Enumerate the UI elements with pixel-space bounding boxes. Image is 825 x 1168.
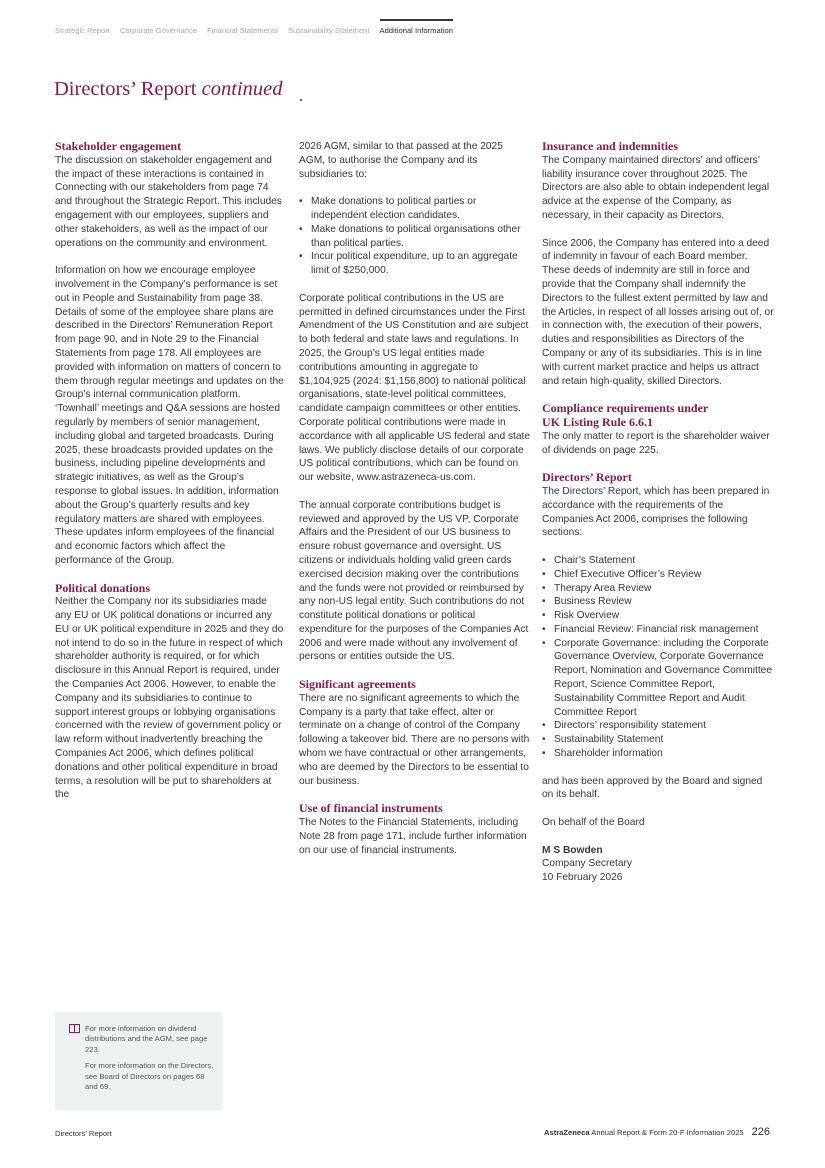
dividend-info-link[interactable]: For more information on dividend distributions and the AGM, see page 223.	[85, 1024, 208, 1054]
political-authority-list	[299, 195, 531, 278]
list-item: • Incur political expenditure, up to an aggregate limit of $250,000.	[299, 250, 531, 278]
list-item: • Shareholder information	[542, 747, 774, 761]
significant-agreements-paragraph: There are no significant agreements to which the Company is a party that take effect, alter or terminate on a change of control of the Company following a takeover bid. There are no persons with whom we have contractual or other arrangements, who are deemed by the Directors to be essential to our business.	[299, 692, 530, 787]
us-contributions-paragraph: Corporate political contributions in the US are permitted in defined circumstances under the First Amendment of the US Constitution and are subject to both federal and state laws and regulations. In 2025, the Group’s US legal entities made contributions amounting in aggregate to $1,104,925 (2024: $1,156,800) to national political organisations, state-level political committees, candidate campaign committees or other entities. Corporate political contributions were made in accordance with all applicable US federal and state laws. We publicly disclose details of our corporate US political contributions, which can be found on our website, www.astrazeneca-us.com.	[299, 292, 531, 484]
stakeholder-engagement-paragraph-2: Information on how we encourage employee involvement in the Company’s performance is set out in People and Sustainability from page 38. Details of some of the employee share plans are described in the Directors’ Remuneration Report from page 90, and in Note 29 to the Financial Statements from page 178. All employees are provided with information on matters of concern to them through regular meetings and updates on the Group’s internal communication platform. ‘Townhall’ meetings and Q&A sessions are hosted regularly by members of senior management, including global and targeted broadcasts. During 2025, these broadcasts provided updates on the business, including pipeline developments and strategic initiatives, as well as the Group’s response to global issues. In addition, information about the Group’s quarterly results and key regulatory matters are shared with employees. These updates inform employees of the financial and economic factors which affect the performance of the Group.	[55, 265, 284, 566]
directors-report-heading: Directors’ Report	[542, 470, 632, 485]
list-item: • Sustainability Statement	[542, 733, 774, 747]
list-item: • Directors’ responsibility statement	[542, 719, 774, 733]
page-number: 226	[751, 1126, 770, 1138]
agm-resolution-paragraph: 2026 AGM, similar to that passed at the 2025 AGM, to authorise the Company and its subsidiaries to:	[299, 141, 503, 180]
compliance-heading-line-1: Compliance requirements under	[542, 401, 709, 416]
signature-block	[542, 844, 774, 885]
list-item: • Business Review	[542, 595, 774, 609]
insurance-paragraph-1: The Company maintained directors’ and officers’ liability insurance cover throughout 2025. The Directors are also able to obtain independent legal advice at the expense of the Company, as necessary, in their capacity as Directors.	[542, 154, 770, 221]
more-information-box	[55, 1012, 222, 1110]
political-donations-paragraph: Neither the Company nor its subsidiaries made any EU or UK political donations or incurred any EU or UK political expenditure in 2025 and they do not intend to do so in the future in respect of which shareholder authority is required, or for which disclosure in this Annual Report is required, under the Companies Act 2006. However, to enable the Company and its subsidiaries to continue to support interest groups or lobbying organisations concerned with the review of government policy or law reform without inadvertently breaching the Companies Act 2006, which defines political donations and other political expenditure in broad terms, a resolution will be put to shareholders at the	[55, 596, 284, 801]
page-title-continued: continued	[201, 78, 283, 100]
directors-report-paragraph: The Directors’ Report, which has been prepared in accordance with the requirements of the Companies Act 2006, comprises the following sections:	[542, 485, 770, 539]
list-item: • Corporate Governance: including the Corporate Governance Overview, Corporate Governance Report, Nomination and Governance Committee Report, Science Committee Report, Sustainability Committee Report and Audit Committee Report	[542, 637, 774, 720]
on-behalf-paragraph: On behalf of the Board	[542, 817, 645, 829]
financial-instruments-paragraph: The Notes to the Financial Statements, including Note 28 from page 171, include further information on our use of financial instruments.	[299, 817, 527, 856]
nav-item-sustainability-statement[interactable]: Sustainability Statement	[288, 26, 370, 35]
column-3	[542, 140, 774, 885]
signatory-title: Company Secretary	[542, 858, 633, 870]
nav-item-additional-information[interactable]: Additional Information	[379, 26, 453, 35]
compliance-paragraph: The only matter to report is the shareholder waiver of dividends on page 225.	[542, 430, 770, 456]
financial-instruments-heading: Use of financial instruments	[299, 801, 443, 816]
political-donations-heading: Political donations	[55, 580, 151, 595]
stakeholder-engagement-heading: Stakeholder engagement	[55, 139, 182, 153]
footer-brand: AstraZeneca	[543, 1128, 590, 1137]
report-sections-list	[542, 554, 774, 761]
list-item: • Chief Executive Officer’s Review	[542, 568, 774, 582]
decorative-dot	[300, 99, 302, 101]
footer-section-title: Directors’ Report	[55, 1129, 112, 1138]
directors-info-link[interactable]: For more information on the Directors, see Board of Directors on pages 68 and 69.	[85, 1061, 214, 1092]
column-2	[299, 140, 531, 871]
nav-item-strategic-report[interactable]: Strategic Report	[55, 26, 110, 35]
book-icon	[69, 1024, 80, 1033]
list-item: • Chair’s Statement	[542, 554, 774, 568]
list-item: • Risk Overview	[542, 609, 774, 623]
significant-agreements-heading: Significant agreements	[299, 677, 416, 692]
insurance-heading: Insurance and indemnities	[542, 139, 679, 153]
footer-publication-title: Annual Report & Form 20-F Information 2025	[589, 1128, 744, 1137]
page-title-main: Directors’ Report	[54, 78, 202, 100]
contributions-budget-paragraph: The annual corporate contributions budget is reviewed and approved by the US VP, Corporate Affairs and the President of our US business to ensure robust governance and oversight. US citizens or individuals holding valid green cards exercised decision making over the contributions and the funds were not provided or reimbursed by any non-US legal entity. Such contributions do not constitute political donations or political expenditure for the purposes of the Companies Act 2006 and were made without any involvement of persons or entities outside the US.	[299, 499, 529, 663]
nav-item-financial-statements[interactable]: Financial Statements	[207, 26, 279, 35]
compliance-heading	[542, 402, 774, 430]
insurance-paragraph-2: Since 2006, the Company has entered into a deed of indemnity in favour of each Board member. These deeds of indemnity are still in force and provide that the Company shall indemnify the Directors to the fullest extent permitted by law and the Articles, in respect of all losses arising out of, or in connection with, the execution of their powers, duties and responsibilities as Directors of the Company or any of its subsidiaries. This is in line with current market practice and helps us attract and retain high-quality, skilled Directors.	[542, 237, 774, 387]
list-item: • Financial Review: Financial risk management	[542, 623, 774, 637]
list-item: • Make donations to political organisations other than political parties.	[299, 223, 531, 251]
page-title	[54, 78, 282, 101]
compliance-heading-line-2: UK Listing Rule 6.6.1	[542, 414, 654, 429]
section-nav	[55, 26, 463, 35]
list-item: • Make donations to political parties or independent election candidates.	[299, 195, 531, 223]
nav-item-corporate-governance[interactable]: Corporate Governance	[119, 26, 198, 35]
footer-publication	[544, 1126, 770, 1138]
list-item: • Therapy Area Review	[542, 582, 774, 596]
approval-paragraph: and has been approved by the Board and signed on its behalf.	[542, 775, 763, 801]
signatory-date: 10 February 2026	[542, 872, 623, 884]
stakeholder-engagement-paragraph-1: The discussion on stakeholder engagement and the impact of these interactions is contained in Connecting with our stakeholders from page 74 and throughout the Strategic Report. This includes engagement with our employees, suppliers and other stakeholders, as well as the impact of our operations on the community and environment.	[55, 154, 282, 249]
signatory-name: M S Bowden	[542, 844, 603, 856]
column-1	[55, 140, 285, 816]
